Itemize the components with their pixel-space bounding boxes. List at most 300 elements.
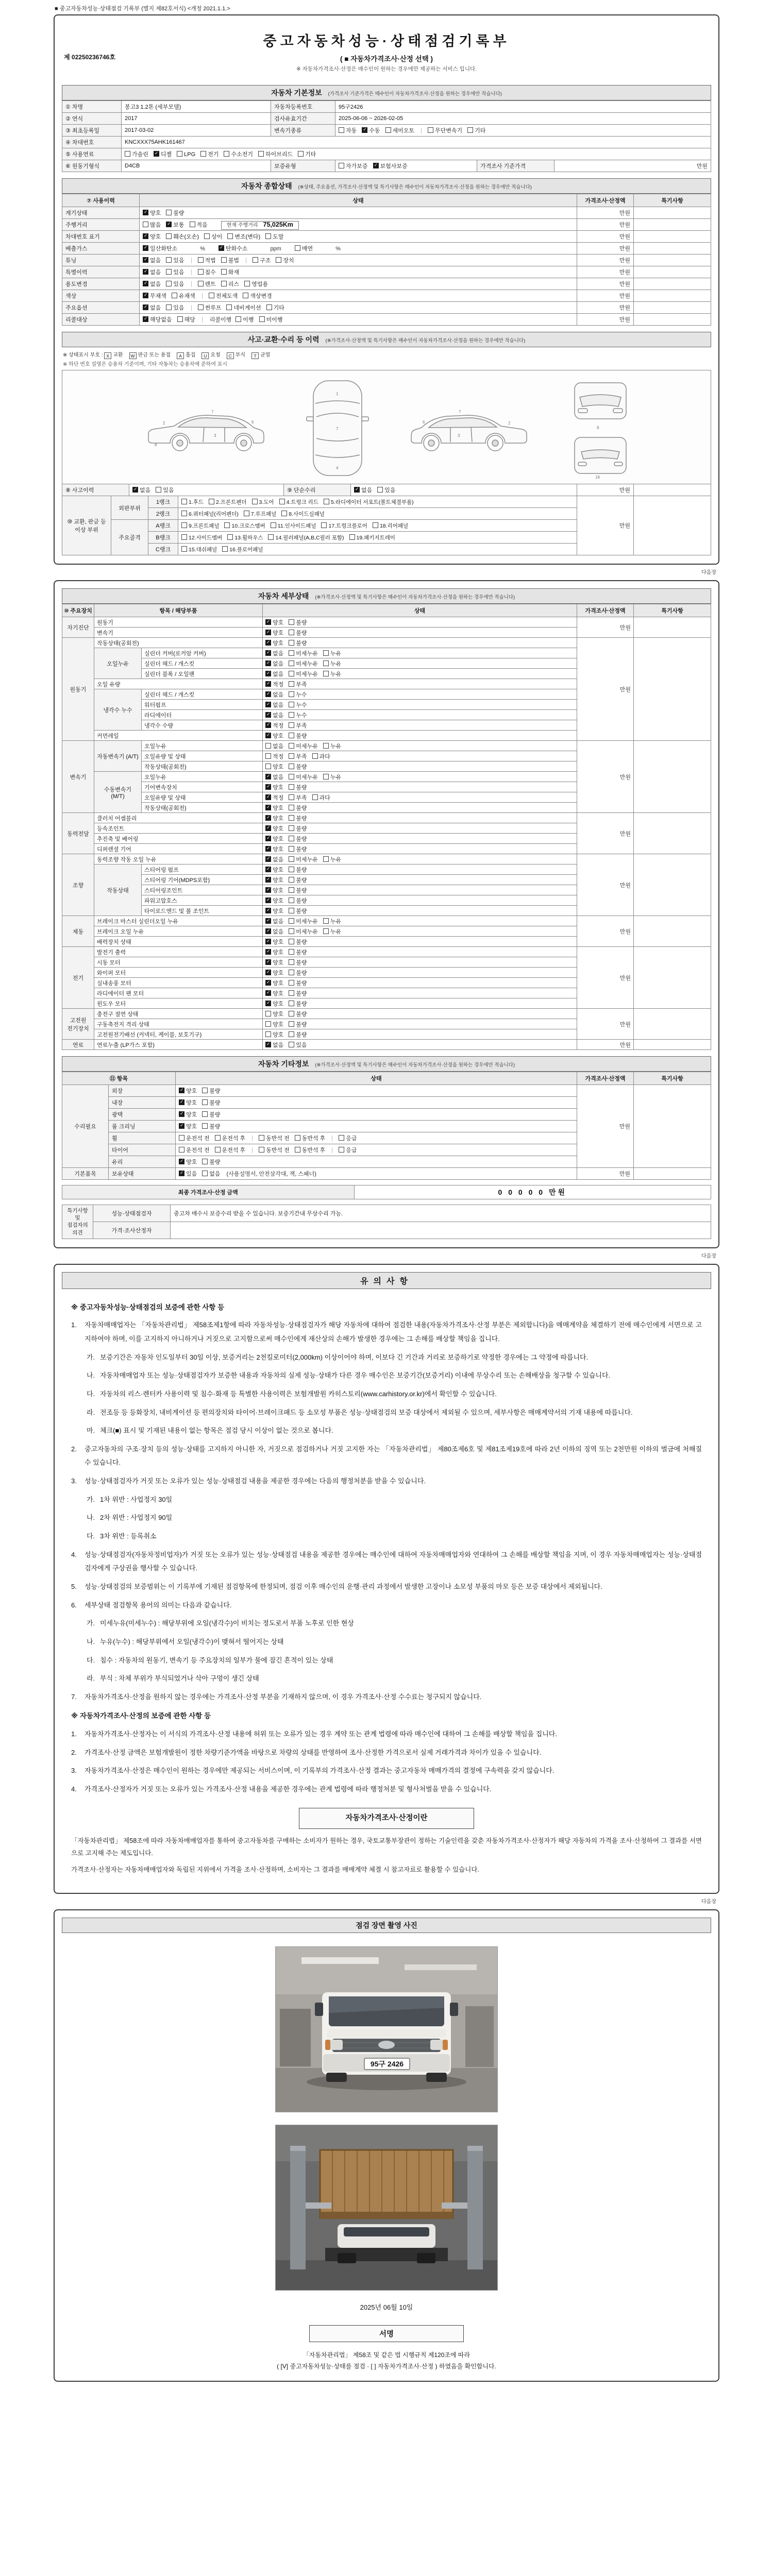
status-cell (263, 895, 577, 906)
car-name-label: ① 차명 (62, 101, 122, 113)
legend-text: 부식 (235, 352, 246, 358)
option-label: 불량 (296, 630, 307, 636)
checkbox-icon (289, 650, 294, 656)
usage-row (62, 278, 711, 290)
status-option (265, 896, 283, 905)
svg-text:4: 4 (336, 466, 339, 470)
status-cell (176, 1144, 577, 1156)
usage-label: 특별이력 (62, 266, 140, 278)
checkbox-icon (265, 1001, 271, 1006)
status-option (289, 1041, 307, 1049)
col-status: 상태 (263, 604, 577, 617)
checkbox-icon (289, 897, 294, 903)
checkbox-icon (179, 1135, 184, 1141)
option-label: 동반석 전 (266, 1147, 290, 1154)
device-row (62, 617, 711, 628)
panel-group-label: 외판부위 (111, 496, 148, 520)
option-label: 불량 (296, 887, 307, 894)
status-option (177, 151, 195, 158)
status-option (268, 534, 344, 541)
checkbox-icon (289, 1042, 294, 1047)
status-option (265, 938, 283, 946)
item-cell: 실린더 커버(로커암 커버) (142, 648, 263, 658)
checkbox-icon (265, 846, 271, 852)
status-cell (263, 885, 577, 895)
status-option (265, 917, 283, 925)
status-option (265, 680, 283, 688)
status-option (258, 150, 293, 158)
legend-text: 흠집 (186, 352, 196, 358)
checkbox-icon (289, 794, 294, 800)
checkbox-icon (265, 650, 271, 656)
col-note: 특기사항 (634, 604, 711, 617)
detail-form-box (54, 580, 719, 1248)
status-option (181, 498, 204, 506)
notice-number: 7. (71, 1692, 77, 1701)
definition-text: 「자동차관리법」 제58조에 따라 자동차매매업자를 통하여 중고자동차를 구매하는 소비자가 원하는 경우, 국토교통부장관이 정하는 기술인력을 갖춘 자동차가격조사·산정자가 해당 자동차의 가격을 조사·산정하여 그 결과를 서면으로 고지해 주는 제도입니다. (71, 1837, 702, 1857)
separator (252, 1136, 253, 1141)
notice-item (87, 1406, 702, 1420)
status-option (181, 546, 217, 553)
legend-text: 요철 (210, 352, 221, 358)
checkbox-icon (349, 534, 355, 540)
definition-text: 가격조사·산정자는 자동차매매업자와 독립된 지위에서 가격을 조사·산정하며, 소비자는 그 결과를 매매계약 체결 시 참고자료로 활용할 수 있습니다. (71, 1866, 479, 1873)
status-option (143, 280, 161, 288)
col-price: 가격조사·산정액 (577, 194, 634, 207)
option-label: 양호 (186, 1112, 197, 1118)
usage-label: 튜닝 (62, 255, 140, 266)
item-cell: 스티어링조인트 (142, 885, 263, 895)
checkbox-icon (265, 743, 271, 749)
option-label: 양호 (273, 805, 284, 811)
status-option (354, 486, 372, 494)
section-header-etc (62, 1056, 711, 1072)
usage-row (62, 255, 711, 266)
option-label: 양호 (273, 990, 284, 997)
option-label: 양호 (273, 619, 284, 626)
option-label: 없음 (150, 269, 161, 276)
item-cell: 실린더 헤드 / 개스킷 (142, 658, 263, 669)
section-header-detail (62, 588, 711, 604)
price-cell: 만원 (577, 266, 634, 278)
option-label: 영업용 (251, 281, 268, 287)
option-label: 운전석 후 (222, 1147, 246, 1154)
notice-item (71, 1580, 702, 1594)
checkbox-icon (265, 805, 271, 810)
option-label: 세미오토 (392, 128, 415, 134)
checkbox-icon (265, 877, 271, 883)
price-cell: 만원 (577, 255, 634, 266)
svg-text:6: 6 (423, 420, 425, 425)
status-option (265, 824, 283, 833)
status-option (289, 907, 307, 915)
option-label: 하이브리드 (265, 151, 293, 158)
status-option (243, 292, 272, 300)
photos-header: 점검 장면 촬영 사진 (62, 1918, 711, 1933)
svg-text:2: 2 (163, 421, 165, 426)
next-page-note: 다음장 (701, 570, 716, 575)
status-option (289, 948, 307, 956)
checkbox-icon (258, 151, 264, 157)
status-option (221, 268, 239, 276)
status-option (289, 711, 307, 719)
panel-rank-table (62, 496, 711, 555)
checkbox-icon (295, 1135, 300, 1141)
status-cell (263, 741, 577, 751)
usage-row (62, 266, 711, 278)
option-label: 침수 (205, 269, 216, 276)
etc-group: 수리필요 (62, 1085, 109, 1168)
option-label: 양호 (186, 1088, 197, 1094)
simple-repair-label: ⑨ 단순수리 (284, 484, 351, 496)
status-option (323, 773, 341, 781)
status-option (289, 721, 307, 730)
svg-text:18: 18 (595, 475, 600, 480)
status-option (289, 629, 307, 637)
option-label: 불량 (296, 825, 307, 832)
status-option (221, 280, 239, 288)
checkbox-icon (202, 1171, 208, 1176)
checkbox-icon (226, 304, 232, 310)
option-label: 17.트렁크플로어 (328, 522, 367, 529)
status-option (265, 690, 283, 699)
checkbox-icon (339, 1135, 344, 1141)
section-note: (※상태, 주요옵션, 가격조사·산정액 및 특기사항은 매수인이 자동차가격조사·산정을 원하는 경우에만 적습니다) (298, 184, 532, 190)
legend-text: 교환 (113, 352, 123, 358)
checkbox-icon (289, 619, 294, 625)
option-label: 매연 (301, 246, 313, 252)
page-title: 중고자동차성능·상태점검기록부 (263, 33, 510, 49)
checkbox-icon (198, 304, 204, 310)
separator (202, 293, 203, 299)
option-label: 불량 (296, 815, 307, 822)
legend-mark: W (129, 352, 137, 359)
option-label: 9.프론트패널 (189, 522, 220, 529)
status-option (289, 896, 307, 905)
item-cell: 룸 크리닝 (109, 1121, 176, 1132)
col-item: 항목 / 해당부품 (94, 604, 263, 617)
option-label: 양호 (186, 1100, 197, 1106)
svg-text:7: 7 (211, 410, 214, 414)
status-option (143, 232, 161, 241)
note-cell (634, 255, 711, 266)
item-cell: 내장 (109, 1097, 176, 1109)
checkbox-icon (224, 151, 229, 157)
checkbox-icon (202, 1123, 208, 1129)
price-base-label: 가격조사 기준가격 (477, 160, 554, 172)
section-note: (※가격조사·산정액 및 특기사항은 매수인이 자동차가격조사·산정을 원하는 경우에만 적습니다) (315, 1062, 515, 1068)
status-option (143, 256, 161, 264)
notice-text: 자동차의 리스·렌터카 사용이력 및 침수·화재 등 특별한 사용이력은 보험개발원 카히스토리(www.carhistory.or.kr)에서 확인할 수 있습니다. (100, 1389, 497, 1398)
photo-frame (275, 2125, 498, 2291)
status-option (362, 126, 380, 134)
status-option (428, 126, 462, 134)
option-label: 양호 (273, 825, 284, 832)
engine-label: ⑥ 원동기형식 (62, 160, 122, 172)
status-cell (263, 700, 577, 710)
checkbox-icon (143, 222, 148, 227)
option-label: 해당없음 (150, 317, 172, 323)
note-cell (634, 484, 711, 496)
item-cell: 기어변속장치 (142, 782, 263, 792)
option-label: 불량 (296, 908, 307, 914)
option-label: 있음 (173, 258, 184, 264)
sub-group: 냉각수 누수 (94, 689, 142, 731)
status-option (202, 1087, 220, 1095)
mileage-value: 75,025Km (263, 221, 293, 228)
option-label: 운전석 전 (186, 1147, 210, 1154)
checkbox-icon (166, 233, 172, 239)
first-reg-value: 2017-03-02 (122, 125, 271, 137)
status-option (289, 1020, 307, 1028)
checkbox-icon (289, 918, 294, 924)
checkbox-icon (298, 151, 304, 157)
option-label: 없음 (361, 487, 373, 494)
inspection-label: 검사유효기간 (271, 113, 335, 125)
mileage-label: 현재 주행거리 (226, 223, 258, 228)
vin-label: ④ 차대번호 (62, 137, 122, 148)
year-value: 2017 (122, 113, 271, 125)
item-cell: 추진축 및 베어링 (94, 834, 263, 844)
status-option (221, 256, 239, 264)
option-label: 양호 (273, 877, 284, 884)
status-option (289, 701, 307, 709)
car-diagrams (62, 370, 711, 484)
status-option (265, 670, 283, 678)
item-cell: 오일 유량 (94, 679, 263, 689)
status-option (156, 486, 174, 494)
option-label: 응급 (346, 1147, 357, 1154)
status-option (200, 150, 219, 158)
option-label: 자동 (346, 128, 357, 134)
checkbox-icon (265, 970, 271, 975)
final-price-amount: 0 0 0 0 0 (498, 1188, 545, 1196)
transmission-label: 변속기종류 (271, 125, 335, 137)
unit-label: % (335, 246, 341, 252)
status-option (265, 999, 283, 1008)
checkbox-icon (265, 908, 271, 913)
appraiser-role: 가격·조사산정자 (93, 1222, 171, 1239)
checkbox-icon (265, 856, 271, 862)
option-label: 불량 (296, 1031, 307, 1038)
status-option (373, 162, 408, 170)
checkbox-icon (265, 1042, 271, 1047)
status-option (179, 1087, 197, 1095)
section-header-accident (62, 332, 711, 347)
status-cell (176, 1085, 577, 1097)
option-label: 썬루프 (205, 305, 222, 311)
option-label: 디젤 (160, 151, 172, 158)
option-label: 양호 (150, 210, 161, 216)
checkbox-icon (265, 712, 271, 718)
checkbox-icon (323, 671, 329, 676)
option-label: 없음 (273, 1042, 284, 1048)
rank-label: B랭크 (148, 532, 178, 544)
item-cell: 실내송풍 모터 (94, 978, 263, 988)
checkbox-icon (289, 681, 294, 687)
checkbox-icon (289, 815, 294, 821)
price-cell: 만원 (577, 638, 634, 741)
notice-number: 1. (71, 1730, 77, 1738)
option-label: 화재 (228, 269, 240, 276)
status-option (143, 268, 161, 276)
option-label: 수동 (369, 128, 380, 134)
status-option (259, 1146, 290, 1154)
status-cell (140, 266, 577, 278)
option-label: 14.필러패널(A,B,C필러 포함) (275, 534, 344, 541)
option-label: 12.사이드멤버 (189, 534, 223, 541)
checkbox-icon (219, 245, 224, 251)
checkbox-icon (323, 660, 329, 666)
status-cell (263, 875, 577, 885)
svg-text:3: 3 (214, 433, 216, 438)
notices-body (62, 1289, 711, 1885)
rank-label: 1랭크 (148, 496, 178, 508)
option-label: 없음 (209, 1171, 221, 1177)
final-price-value (354, 1185, 711, 1199)
legend-items (104, 352, 276, 358)
option-label: 불량 (209, 1088, 221, 1094)
status-option (179, 1122, 197, 1130)
option-label: 동반석 후 (301, 1147, 326, 1154)
note-cell (634, 813, 711, 854)
option-label: 불량 (296, 784, 307, 791)
checkbox-icon (289, 805, 294, 810)
checkbox-icon (265, 619, 271, 625)
checkbox-icon (289, 1001, 294, 1006)
device-group: 변속기 (62, 741, 94, 813)
option-label: 불량 (296, 836, 307, 842)
item-cell: 오일유량 및 상태 (142, 792, 263, 803)
checkbox-icon (209, 499, 214, 504)
status-option (236, 315, 254, 324)
notice-number: 다. (87, 1656, 95, 1664)
status-option (289, 927, 318, 936)
definition-lines (71, 1835, 702, 1876)
table-header-row (62, 1072, 711, 1085)
checkbox-icon (323, 928, 329, 934)
price-cell: 만원 (577, 496, 634, 555)
notice-text: 부식 : 차체 부위가 부식되었거나 삭아 구멍이 생긴 상태 (100, 1674, 259, 1683)
option-label: 양호 (273, 733, 284, 739)
checkbox-icon (252, 499, 258, 504)
status-cell (263, 720, 577, 731)
price-cell: 만원 (577, 484, 634, 496)
status-cell (263, 628, 577, 638)
checkbox-icon (166, 257, 172, 263)
table-row (62, 1205, 711, 1222)
status-option (265, 701, 283, 709)
checkbox-icon (295, 1147, 300, 1153)
note-cell (634, 638, 711, 741)
legend-mark: C (227, 352, 234, 359)
status-cell (263, 772, 577, 782)
status-option (204, 232, 222, 241)
status-option (265, 1020, 283, 1028)
option-label: 양호 (273, 846, 284, 853)
status-cell (263, 669, 577, 679)
table-row (62, 137, 711, 148)
inline-label: (사용설명서, 안전삼각대, 잭, 스패너) (226, 1171, 316, 1177)
status-cell (263, 1040, 577, 1050)
note-cell (634, 1009, 711, 1040)
option-label: 없음 (150, 305, 161, 311)
status-option (265, 886, 283, 894)
option-label: 미세누유 (296, 928, 318, 935)
device-group: 원동기 (62, 638, 94, 741)
checkbox-icon (312, 753, 318, 759)
legend-item (104, 352, 123, 358)
notice-item (71, 1783, 702, 1797)
separator (191, 269, 192, 275)
option-label: 8.사이드실패널 (289, 511, 325, 517)
status-option (265, 793, 283, 802)
legend-title: ※ 상태표시 부호 : (63, 352, 103, 358)
status-option (166, 303, 184, 312)
status-option (166, 221, 184, 229)
option-label: 미세누유 (296, 856, 318, 863)
notice-number: 가. (87, 1619, 95, 1628)
inspection-value: 2025-06-06 ~ 2026-02-05 (335, 113, 711, 125)
status-option (219, 244, 248, 252)
page-subtitle: ( ■ 자동차가격조사·산정 선택 ) (340, 55, 433, 63)
notice-item (71, 1764, 702, 1778)
notice-text: 3차 위반 : 등록취소 (100, 1532, 157, 1540)
status-cell (140, 278, 577, 290)
item-cell: 등속조인트 (94, 823, 263, 834)
checkbox-icon (190, 222, 195, 227)
status-option (289, 1030, 307, 1039)
notice-number: 가. (87, 1353, 95, 1361)
notice-number: 라. (87, 1408, 95, 1416)
checkbox-icon (289, 836, 294, 841)
status-option (265, 866, 283, 874)
option-label: 2.프론트펜더 (216, 499, 247, 505)
status-option (265, 835, 283, 843)
item-cell: 동력조향 작동 오일 누유 (94, 854, 263, 865)
status-option (198, 268, 216, 276)
notice-number: 나. (87, 1637, 95, 1646)
rank-items (178, 544, 577, 555)
photos-box (54, 1909, 719, 2382)
option-label: 적정 (273, 753, 284, 760)
option-label: 있음 (384, 487, 396, 494)
checkbox-icon (253, 257, 258, 263)
status-option (222, 546, 263, 553)
status-option (227, 534, 263, 541)
notice-number: 6. (71, 1601, 77, 1609)
legend-item (227, 352, 245, 358)
col-price: 가격조사·산정액 (577, 1072, 634, 1085)
device-row (62, 854, 711, 865)
status-option (289, 866, 307, 874)
option-label: 적정 (273, 794, 284, 801)
section-note: (가격조사 기준가격은 매수인이 자동차가격조사·산정을 원하는 경우에만 적습니다) (328, 91, 502, 97)
etc-group: 기본품목 (62, 1168, 109, 1180)
final-price-unit: 만원 (548, 1188, 567, 1196)
notice-item (71, 1599, 702, 1613)
option-label: 1.후드 (189, 499, 204, 505)
status-option (289, 732, 307, 740)
checkbox-icon (265, 784, 271, 790)
status-option (289, 938, 307, 946)
car-diagram-front-rear (567, 377, 634, 480)
checkbox-icon (271, 522, 276, 528)
option-label: 과다 (319, 794, 330, 801)
appraiser-opinion-text (171, 1222, 711, 1239)
status-option (295, 1134, 326, 1142)
checkbox-icon (289, 1021, 294, 1027)
